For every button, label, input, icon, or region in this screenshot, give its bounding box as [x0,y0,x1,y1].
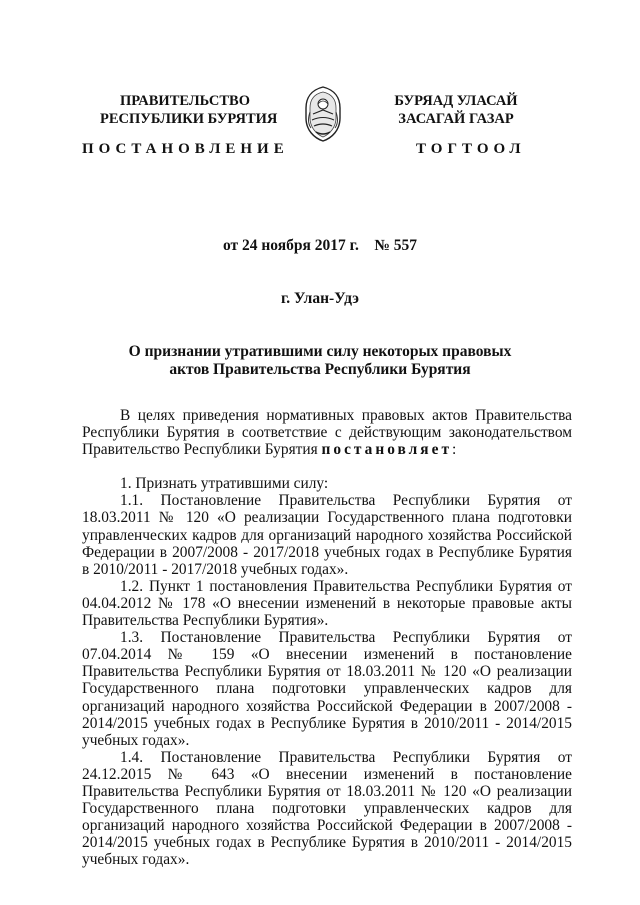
document-body [82,407,572,868]
city-line: г. Улан-Удэ [280,290,359,307]
header-right-org [372,92,540,128]
clause-1-4: 1.4. Постановление Правительства Республики Бурятия от 24.12.2015 № 643 «О внесении изменений в постановление Правительства Республики Бурятия от 18.03.2011 № 120 «О реализации Государственного плана подготовки управленческих кадров для организаций народного хозяйства Российской Федерации в 2007/2008 - 2014/2015 учебных годах в Республике Бурятия в 2010/2011 - 2014/2015 учебных годах». [82,748,572,869]
header-left-org [100,92,278,128]
header-left-line2: РЕСПУБЛИКИ БУРЯТИЯ [100,111,278,127]
preamble-decree-word: постановляет [321,441,453,459]
header-left-line1: ПРАВИТЕЛЬСТВО [120,93,250,109]
date-number-line: от 24 ноября 2017 г. № 557 [222,237,418,254]
document-title [0,343,640,379]
doc-type-right: ТОГТООЛ [416,141,526,157]
preamble-paragraph [82,407,572,458]
document-title-line2: актов Правительства Республики Бурятия [169,361,471,378]
coat-of-arms-icon [302,84,344,144]
clause-1-1: 1.1. Постановление Правительства Республики Бурятия от 18.03.2011 № 120 «О реализации Государственного плана подготовки управленческих кадров для организаций народного хозяйства Российской Федерации в 2007/2008 - 2017/2018 учебных годах в Республике Бурятия в 2010/2011 - 2017/2018 учебных годах». [82,492,572,578]
document-title-line1: О признании утратившими силу некоторых правовых [128,343,512,360]
clause-1-2: 1.2. Пункт 1 постановления Правительства Республики Бурятия от 04.04.2012 № 178 «О внесении изменений в некоторые правовые акты Правительства Республики Бурятия». [82,577,572,630]
clause-1: 1. Признать утратившими силу: [120,475,329,493]
header-right-line1: БУРЯАД УЛАСАЙ [394,93,518,109]
preamble-text: В целях приведения нормативных правовых актов Правительства Республики Бурятия в соответствие с действующим законодательством Правительство Республики Бурятия [82,407,572,459]
header-right-line2: ЗАСАГАЙ ГАЗАР [398,111,514,127]
preamble-end: : [452,441,457,459]
doc-type-left: ПОСТАНОВЛЕНИЕ [82,141,289,157]
clause-1-3: 1.3. Постановление Правительства Республики Бурятия от 07.04.2014 № 159 «О внесении изменений в постановление Правительства Республики Бурятия от 18.03.2011 № 120 «О реализации Государственного плана подготовки управленческих кадров для организаций народного хозяйства Российской Федерации в 2007/2008 - 2014/2015 учебных годах в Республике Бурятия в 2010/2011 - 2014/2015 учебных годах». [82,629,572,749]
